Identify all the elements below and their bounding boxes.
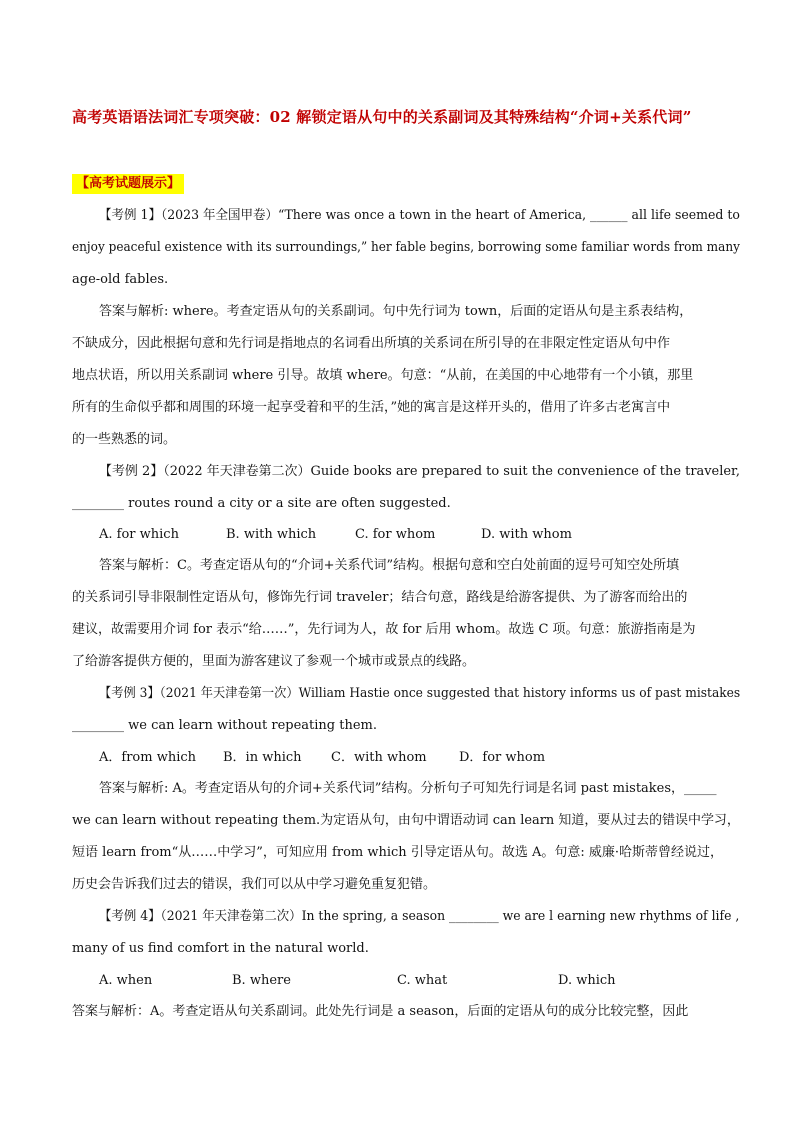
example4-option-d: D. which <box>558 973 616 988</box>
example2-option-b: B. with which <box>226 527 317 542</box>
example4-line-1: 【考例 4】（2021 年天津卷第二次）In the spring, a season ________ we are l earning new rhythms of life , <box>99 909 740 924</box>
example4-option-a: A. when <box>99 973 153 988</box>
example4-option-b: B. where <box>232 973 291 988</box>
example2-answer-3: 建议，故需要用介词 for 表示“给……”，先行词为人，故 for 后用 whom。故选 C 项。句意：旅游指南是为 <box>72 622 696 637</box>
example3-answer-2: we can learn without repeating them.为定语从句，由句中谓语动词 can learn 知道，要从过去的错误中学习， <box>72 813 740 828</box>
example3-option-d: D．for whom <box>459 750 546 765</box>
example3-line-2: ________ we can learn without repeating them. <box>72 718 378 733</box>
example3-line-1: 【考例 3】（2021 年天津卷第一次）William Hastie once suggested that history informs us of past mistakes <box>99 686 741 701</box>
example3-answer-4: 历史会告诉我们过去的错误，我们可以从中学习避免重复犯错。 <box>72 877 437 892</box>
example2-option-d: D. with whom <box>481 527 572 542</box>
example1-line-3: age-old fables. <box>72 272 169 287</box>
example3-option-b: B．in which <box>223 750 302 765</box>
example1-answer-4: 所有的生命似乎都和周围的环境一起享受着和平的生活，”她的寓言是这样开头的，借用了许多古老寓言中 <box>72 400 671 415</box>
example4-answer-1: 答案与解析：A。考查定语从句关系副词。此处先行词是 a season，后面的定语从句的成分比较完整，因此 <box>72 1004 689 1019</box>
example2-option-a: A. for which <box>99 527 179 542</box>
example1-answer-3: 地点状语，所以用关系副词 where 引导。故填 where。句意：“从前，在美国的中心地带有一个小镇，那里 <box>72 368 694 383</box>
example3-option-c: C．with whom <box>331 750 427 765</box>
example2-answer-4: 了给游客提供方便的，里面为游客建议了参观一个城市或景点的线路。 <box>72 654 476 669</box>
example1-answer-2: 不缺成分，因此根据句意和先行词是指地点的名词看出所填的关系词在所引导的在非限定性定语从句中作 <box>72 336 671 351</box>
example3-option-a: A．from which <box>99 750 197 765</box>
example2-line-1: 【考例 2】（2022 年天津卷第二次）Guide books are prepared to suit the convenience of the traveler, <box>99 464 740 479</box>
section-tag: 【高考试题展示】 <box>72 174 184 194</box>
example1-answer-1: 答案与解析: where。考查定语从句的关系副词。句中先行词为 town，后面的定语从句是主系表结构， <box>99 304 693 319</box>
example2-line-2: ________ routes round a city or a site are often suggested. <box>72 496 451 511</box>
example2-answer-1: 答案与解析：C。考查定语从句的“介词+关系代词”结构。根据句意和空白处前面的逗号可知空处所填 <box>99 558 680 573</box>
example1-answer-5: 的一些熟悉的词。 <box>72 432 177 447</box>
example4-option-c: C. what <box>397 973 448 988</box>
page-title: 高考英语语法词汇专项突破：02 解锁定语从句中的关系副词及其特殊结构“介词+关系代词” <box>72 108 692 126</box>
example3-answer-1: 答案与解析: A。考查定语从句的介词+关系代词”结构。分析句子可知先行词是名词 past mistakes，_____ <box>99 781 717 796</box>
example3-answer-3: 短语 learn from“从……中学习”，可知应用 from which 引导定语从句。故选 A。句意: 威廉·哈斯蒂曾经说过， <box>72 845 723 860</box>
example1-line-1: 【考例 1】（2023 年全国甲卷）“There was once a town in the heart of America, ______ all life seemed to <box>99 208 740 223</box>
example1-line-2: enjoy peaceful existence with its surroundings,” her fable begins, borrowing some familiar words from many <box>72 240 740 255</box>
example2-option-c: C. for whom <box>355 527 436 542</box>
example4-line-2: many of us find comfort in the natural world. <box>72 941 369 956</box>
example2-answer-2: 的关系词引导非限制性定语从句，修饰先行词 traveler；结合句意，路线是给游客提供、为了游客而给出的 <box>72 590 688 605</box>
